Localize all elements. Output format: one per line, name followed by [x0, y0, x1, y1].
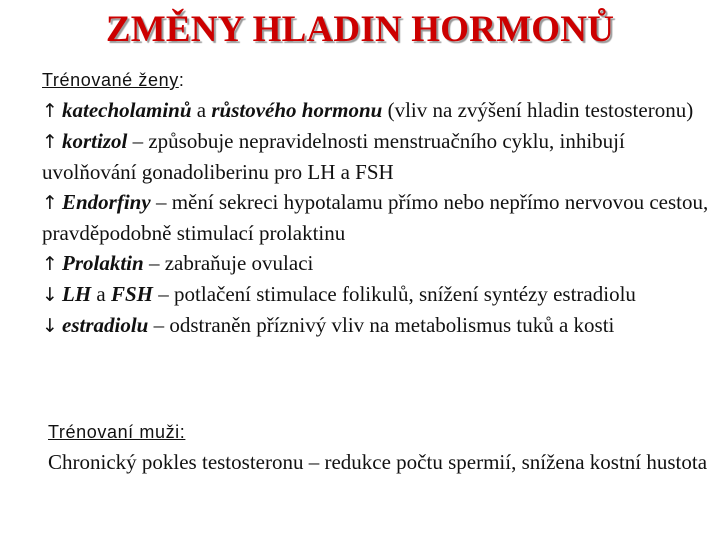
- arrow-down-icon: ↓: [42, 284, 58, 306]
- men-description: Chronický pokles testosteronu – redukce počtu spermií, snížena kostní hustota: [48, 450, 708, 474]
- list-item-endorfiny: [42, 187, 712, 248]
- trained-women-section: [42, 64, 712, 341]
- term-katecholaminy: katecholaminů: [62, 98, 192, 122]
- item-description: – potlačení stimulace folikulů, snížení syntézy estradiolu: [153, 282, 636, 306]
- list-item-katecholaminy: [42, 95, 712, 126]
- arrow-up-icon: ↑: [42, 131, 58, 153]
- term-prolaktin: Prolaktin: [62, 251, 144, 275]
- item-description: – mění sekreci hypotalamu přímo nebo nepřímo nervovou cestou, pravděpodobně stimulací prolaktinu: [42, 190, 709, 245]
- item-description: – zabraňuje ovulaci: [143, 251, 314, 275]
- list-item-estradiol: [42, 310, 712, 341]
- section-heading-women-line: [42, 64, 712, 95]
- section-heading-men: Trénovaní muži:: [48, 422, 186, 442]
- list-item-prolaktin: [42, 248, 712, 279]
- conjunction: a: [191, 98, 212, 122]
- list-item-lh-fsh: [42, 279, 712, 310]
- arrow-down-icon: ↓: [42, 315, 58, 337]
- term-kortizol: kortizol: [62, 129, 128, 153]
- arrow-up-icon: ↑: [42, 192, 58, 214]
- section-heading-women: Trénované ženy: [42, 70, 179, 90]
- term-estradiol: estradiolu: [62, 313, 149, 337]
- arrow-up-icon: ↑: [42, 253, 58, 275]
- section-heading-men-line: [48, 416, 712, 447]
- term-endorfiny: Endorfiny: [62, 190, 151, 214]
- item-description: (vliv na zvýšení hladin testosteronu): [382, 98, 694, 122]
- item-description: – způsobuje nepravidelnosti menstruačního cyklu, inhibují uvolňování gonadoliberinu pro LH a FSH: [42, 129, 625, 184]
- arrow-up-icon: ↑: [42, 100, 58, 122]
- term-fsh: FSH: [111, 282, 154, 306]
- item-description: – odstraněn příznivý vliv na metabolismus tuků a kosti: [148, 313, 615, 337]
- conjunction: a: [91, 282, 111, 306]
- term-lh: LH: [62, 282, 92, 306]
- trained-men-section: [48, 416, 712, 477]
- term-rustovy-hormon: růstového hormonu: [211, 98, 383, 122]
- page-title: ZMĚNY HLADIN HORMONŮ: [105, 9, 615, 50]
- heading-colon: :: [178, 70, 184, 90]
- list-item-kortizol: [42, 126, 712, 187]
